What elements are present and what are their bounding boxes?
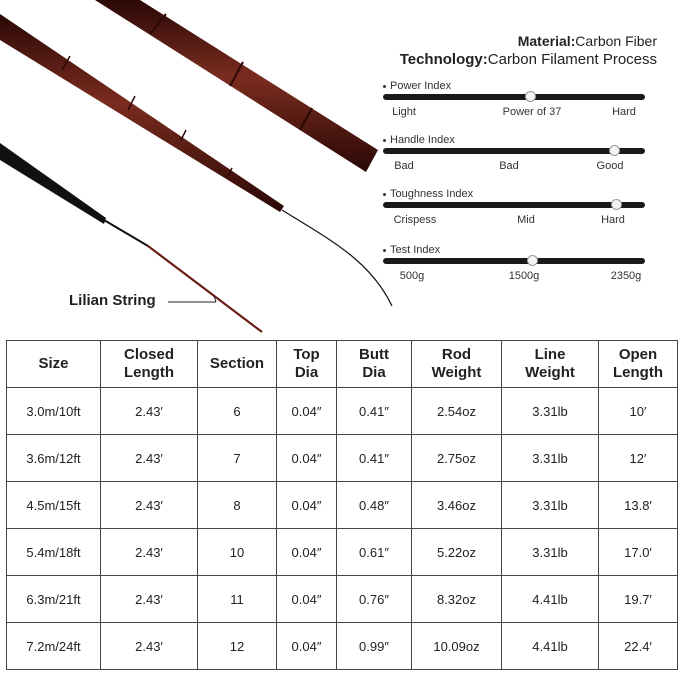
table-cell: 0.41″ [337, 435, 412, 482]
table-header-cell: Top Dia [277, 341, 337, 388]
table-cell: 17.0′ [599, 529, 678, 576]
index-title-text: Power Index [390, 80, 452, 92]
table-cell: 0.04″ [277, 388, 337, 435]
index-scale-label: Light [392, 106, 416, 118]
bullet-icon [383, 85, 386, 88]
table-cell: 2.43′ [101, 435, 198, 482]
technology-label: Technology: [399, 51, 488, 68]
table-cell: 19.7′ [599, 576, 678, 623]
table-cell: 0.99″ [337, 623, 412, 670]
table-cell: 0.04″ [277, 529, 337, 576]
index-scale-label: 1500g [508, 270, 540, 282]
table-cell: 0.04″ [277, 623, 337, 670]
table-header-cell: Open Length [599, 341, 678, 388]
table-cell: 6.3m/21ft [7, 576, 101, 623]
table-cell: 3.31lb [502, 529, 599, 576]
bullet-icon [383, 249, 386, 252]
table-cell: 10′ [599, 388, 678, 435]
table-cell: 22.4′ [599, 623, 678, 670]
table-cell: 0.48″ [337, 482, 412, 529]
bullet-icon [383, 139, 386, 142]
table-cell: 2.43′ [101, 529, 198, 576]
table-cell: 10.09oz [412, 623, 502, 670]
table-cell: 7 [198, 435, 277, 482]
table-header-cell: Butt Dia [337, 341, 412, 388]
table-cell: 0.04″ [277, 576, 337, 623]
table-cell: 8 [198, 482, 277, 529]
table-cell: 2.43′ [101, 576, 198, 623]
table-cell: 3.31lb [502, 388, 599, 435]
table-row [7, 482, 678, 529]
table-cell: 12 [198, 623, 277, 670]
index-scale-label: Mid [517, 214, 535, 226]
table-cell: 3.6m/12ft [7, 435, 101, 482]
index-scale-label: Bad [499, 160, 519, 172]
table-cell: 2.43′ [101, 482, 198, 529]
index-scale-label: 500g [399, 270, 425, 282]
table-header-cell: Rod Weight [412, 341, 502, 388]
table-cell: 3.46oz [412, 482, 502, 529]
table-cell: 4.41lb [502, 576, 599, 623]
table-cell: 3.31lb [502, 482, 599, 529]
index-scale-label: Crispess [393, 214, 437, 226]
table-cell: 2.75oz [412, 435, 502, 482]
index-scale-label: Hard [612, 106, 636, 118]
table-row [7, 388, 678, 435]
table-cell: 7.2m/24ft [7, 623, 101, 670]
index-title-text: Toughness Index [390, 188, 474, 200]
table-cell: 2.43′ [101, 388, 198, 435]
table-cell: 0.04″ [277, 482, 337, 529]
table-cell: 2.54oz [412, 388, 502, 435]
index-slider-track [383, 258, 645, 264]
table-header-cell: Section [198, 341, 277, 388]
index-title [383, 134, 455, 146]
lilian-string-callout: Lilian String [69, 292, 156, 309]
index-scale-label: Good [596, 160, 624, 172]
table-cell: 4.41lb [502, 623, 599, 670]
table-body [7, 388, 678, 670]
index-slider-track [383, 94, 645, 100]
table-cell: 6 [198, 388, 277, 435]
table-cell: 0.76″ [337, 576, 412, 623]
table-cell: 5.4m/18ft [7, 529, 101, 576]
table-cell: 10 [198, 529, 277, 576]
table-row [7, 529, 678, 576]
table-cell: 12′ [599, 435, 678, 482]
table-cell: 8.32oz [412, 576, 502, 623]
table-cell: 2.43′ [101, 623, 198, 670]
table-cell: 0.04″ [277, 435, 337, 482]
table-header-row [7, 341, 678, 388]
table-cell: 11 [198, 576, 277, 623]
material-value: Carbon Fiber [575, 33, 657, 49]
rod-butt-section [95, 0, 378, 172]
material-spec [518, 33, 657, 49]
table-cell: 5.22oz [412, 529, 502, 576]
technology-spec [400, 51, 657, 68]
index-scale-label: Bad [394, 160, 414, 172]
table-cell: 0.41″ [337, 388, 412, 435]
index-title [383, 244, 440, 256]
table-cell: 13.8′ [599, 482, 678, 529]
table-header-cell: Line Weight [502, 341, 599, 388]
table-header-cell: Size [7, 341, 101, 388]
index-scale-label: Power of 37 [502, 106, 562, 118]
table-cell: 0.61″ [337, 529, 412, 576]
index-title-text: Test Index [390, 244, 441, 256]
index-title [383, 188, 473, 200]
table-row [7, 576, 678, 623]
table-cell: 3.31lb [502, 435, 599, 482]
index-slider-knob [525, 91, 536, 102]
index-title-text: Handle Index [390, 134, 455, 146]
table-cell: 3.0m/10ft [7, 388, 101, 435]
index-slider-track [383, 202, 645, 208]
table-row [7, 623, 678, 670]
bullet-icon [383, 193, 386, 196]
index-slider-track [383, 148, 645, 154]
material-label: Material: [517, 33, 576, 49]
spec-table [6, 340, 678, 670]
index-scale-label: 2350g [610, 270, 642, 282]
table-header-cell: Closed Length [101, 341, 198, 388]
index-slider-knob [609, 145, 620, 156]
technology-value: Carbon Filament Process [487, 51, 657, 68]
index-title [383, 80, 451, 92]
table-cell: 4.5m/15ft [7, 482, 101, 529]
table-row [7, 435, 678, 482]
index-scale-label: Hard [601, 214, 625, 226]
